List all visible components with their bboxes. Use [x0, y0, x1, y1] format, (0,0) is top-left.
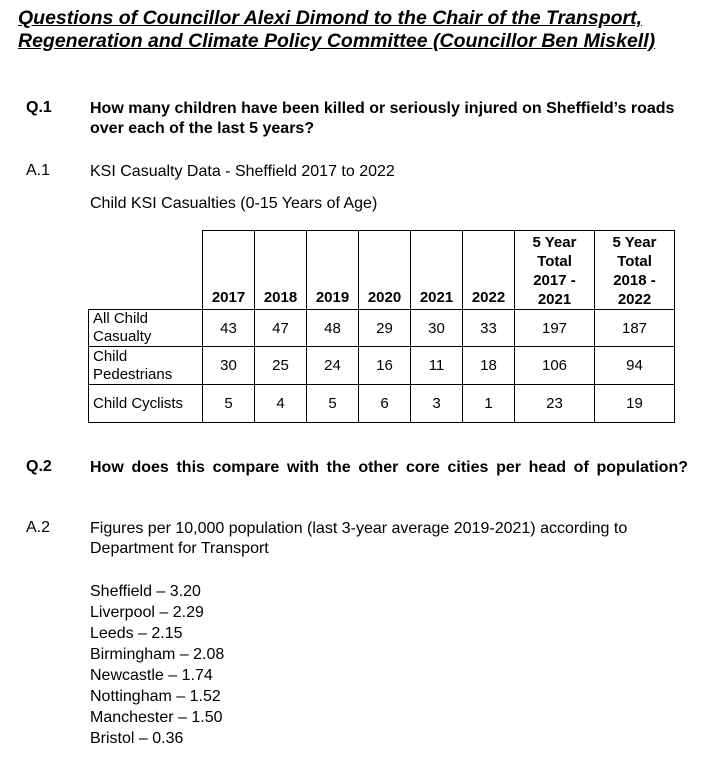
total-header-2-line-2: Total	[617, 253, 652, 270]
total-header-2-line-3: 2018 -	[613, 272, 656, 289]
table-cell: 6	[359, 385, 411, 423]
total-header-2018-2022	[595, 231, 675, 310]
row-label-child-cyclists: Child Cyclists	[89, 385, 203, 423]
ksi-casualty-table	[88, 230, 675, 423]
table-cell: 29	[359, 310, 411, 347]
answer-1-line-2: Child KSI Casualties (0-15 Years of Age)	[90, 195, 378, 212]
table-cell: 18	[463, 347, 515, 385]
question-2-text-content: How does this compare with the other core cities per head of population?	[90, 459, 688, 476]
table-cell-total-1: 23	[515, 385, 595, 423]
table-cell: 5	[203, 385, 255, 423]
table-cell-total-2: 187	[595, 310, 675, 347]
table-corner-cell	[89, 231, 203, 310]
row-label-child-pedestrians: Child Pedestrians	[89, 347, 203, 385]
total-header-1-line-3: 2017 -	[533, 272, 576, 289]
table-cell: 33	[463, 310, 515, 347]
list-item: Leeds – 2.15	[90, 625, 183, 642]
table-row	[89, 347, 675, 385]
list-item: Birmingham – 2.08	[90, 646, 225, 663]
table-cell: 5	[307, 385, 359, 423]
total-header-2017-2021	[515, 231, 595, 310]
table-cell: 4	[255, 385, 307, 423]
question-2-text	[90, 458, 688, 478]
list-item: Manchester – 1.50	[90, 709, 223, 726]
year-header-2020: 2020	[359, 231, 411, 310]
table-cell: 47	[255, 310, 307, 347]
document-title: Questions of Councillor Alexi Dimond to the Chair of the Transport, Regeneration and Climate Policy Committee (Councillor Ben Miskell)	[18, 7, 656, 52]
list-item: Nottingham – 1.52	[90, 688, 221, 705]
year-header-2017: 2017	[203, 231, 255, 310]
table-cell: 43	[203, 310, 255, 347]
list-item: Newcastle – 1.74	[90, 667, 213, 684]
year-header-2018: 2018	[255, 231, 307, 310]
table-cell: 3	[411, 385, 463, 423]
table-cell: 48	[307, 310, 359, 347]
list-item: Bristol – 0.36	[90, 730, 184, 747]
table-cell-total-2: 19	[595, 385, 675, 423]
table-row	[89, 385, 675, 423]
year-header-2021: 2021	[411, 231, 463, 310]
core-cities-list	[90, 581, 224, 749]
table-cell: 30	[203, 347, 255, 385]
question-1-label: Q.1	[26, 99, 52, 116]
year-header-2022: 2022	[463, 231, 515, 310]
table-header-row	[89, 231, 675, 310]
answer-1-label: A.1	[26, 162, 51, 179]
answer-1-line-1: KSI Casualty Data - Sheffield 2017 to 2022	[90, 163, 395, 180]
table-cell: 11	[411, 347, 463, 385]
answer-2-text: Figures per 10,000 population (last 3-year average 2019-2021) according to Department for Transport	[90, 520, 628, 557]
table-cell: 24	[307, 347, 359, 385]
total-header-2-line-1: 5 Year	[612, 234, 657, 251]
total-header-1-line-1: 5 Year	[532, 234, 577, 251]
row-label-all-child-casualty: All Child Casualty	[89, 310, 203, 347]
table-row	[89, 310, 675, 347]
table-cell: 30	[411, 310, 463, 347]
question-1-text: How many children have been killed or seriously injured on Sheffield’s roads over each of the last 5 years?	[90, 100, 675, 137]
table-cell-total-2: 94	[595, 347, 675, 385]
table-cell-total-1: 197	[515, 310, 595, 347]
year-header-2019: 2019	[307, 231, 359, 310]
table-cell: 1	[463, 385, 515, 423]
table-cell: 16	[359, 347, 411, 385]
table-cell: 25	[255, 347, 307, 385]
total-header-2-line-4: 2022	[617, 291, 652, 308]
list-item: Liverpool – 2.29	[90, 604, 204, 621]
question-2-label: Q.2	[26, 458, 52, 475]
table-cell-total-1: 106	[515, 347, 595, 385]
total-header-1-line-4: 2021	[537, 291, 572, 308]
list-item: Sheffield – 3.20	[90, 583, 201, 600]
answer-2-label: A.2	[26, 519, 51, 536]
total-header-1-line-2: Total	[537, 253, 572, 270]
